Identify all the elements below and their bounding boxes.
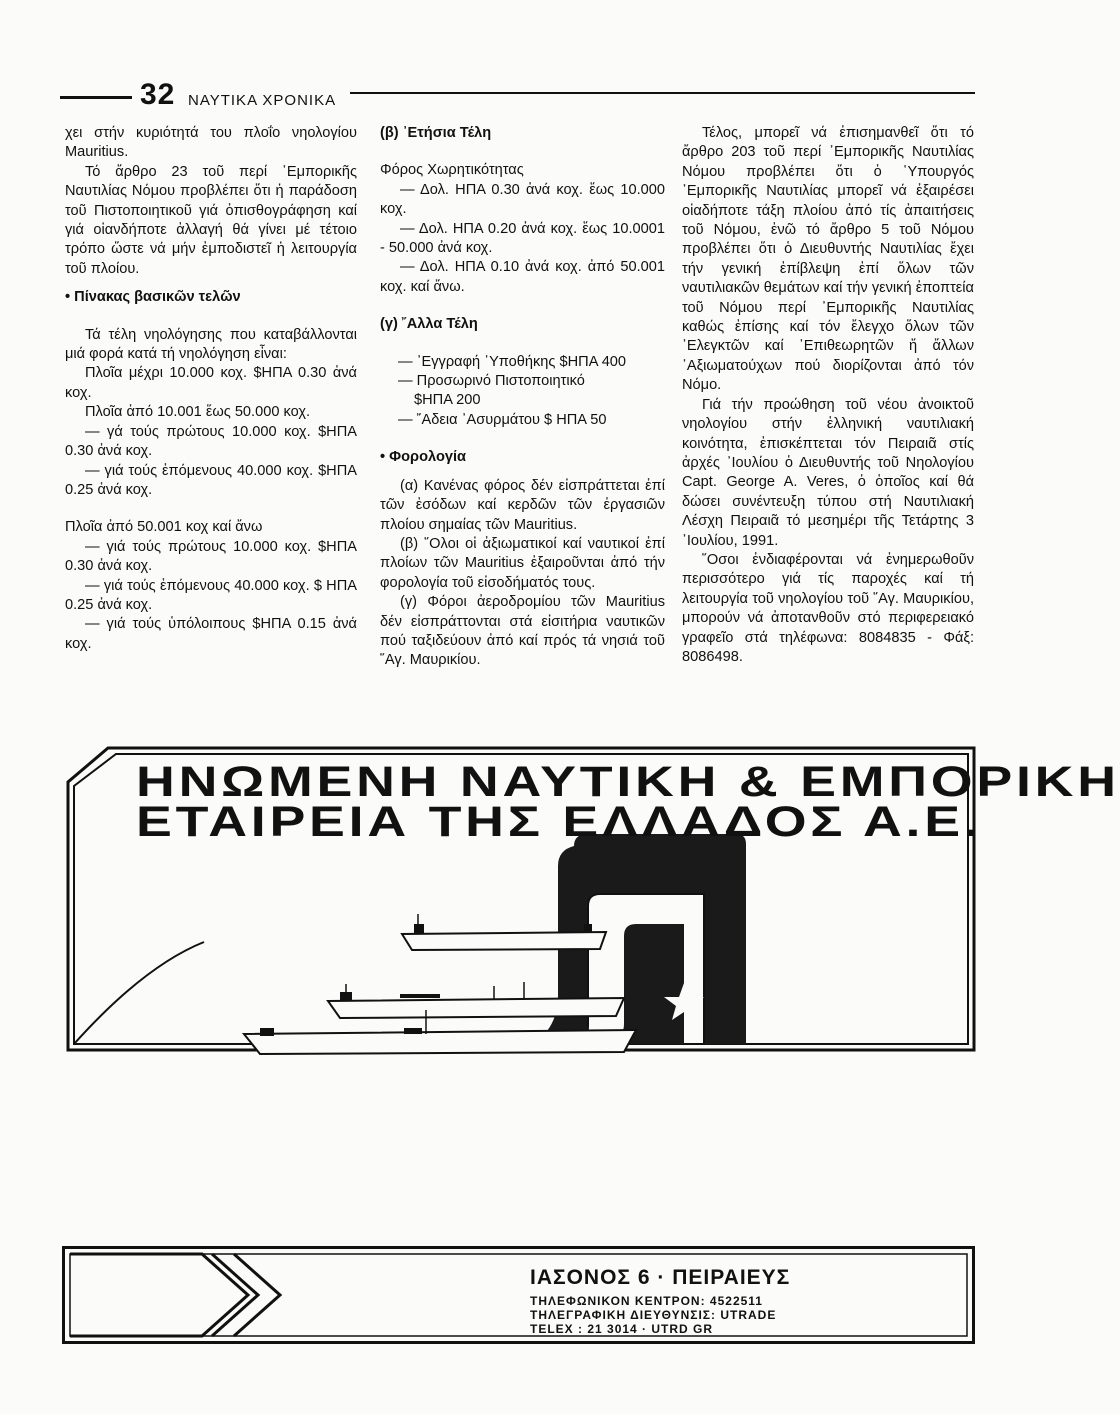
page-header	[60, 78, 975, 112]
list-item: — γιά τούς ἑπόμενους 40.000 κοχ. $ΗΠΑ 0.25 ἀνά κοχ.	[65, 462, 357, 498]
column-1	[65, 124, 357, 654]
paragraph: Τό ἄρθρο 23 τοῦ περί ῾Εμπορικῆς Ναυτιλίας Νόμου προβλέπει ὅτι ἡ παράδοση τοῦ Πιστοποιητικοῦ γιά ὀπισθογράφηση καί γιά οἱανδήποτε ἀλλαγή θά γίνει μέ τέτοιο τρόπο ὥστε νά μήν ἐμποδιστεῖ ἡ λειτουργία τοῦ πλοίου.	[65, 163, 357, 277]
paragraph: ῞Οσοι ἐνδιαφέρονται νά ἐνημερωθοῦν περισσότερο γιά τίς παροχές καί τή λειτουργία τοῦ νηολογίου τοῦ ῞Αγ. Μαυρικίου, μπορούν νά ἀποτανθοῦν στό περιφερειακό γραφεῖο στά τηλέφωνα: 8084835 - Φάξ: 8086498.	[682, 551, 974, 665]
telex-line: TELEX : 21 3014 · UTRD GR	[530, 1322, 714, 1336]
column-2	[380, 124, 665, 671]
address-box-frame	[62, 1246, 975, 1344]
list-item: — γιά τούς ὑπόλοιπους $ΗΠΑ 0.15 ἀνά κοχ.	[65, 616, 357, 652]
column-3	[682, 124, 974, 667]
paragraph: Τέλος, μπορεῖ νά ἐπισημανθεῖ ὅτι τό ἄρθρο 203 τοῦ περί ᾽Εμπορικῆς Ναυτιλίας Νόμου προβλέπει ὅτι ὁ ῾Υπουργός ᾽Εμπορικῆς Ναυτιλίας μπορεῖ νά ἐξαιρέσει οἱαδήποτε τάξη πλοίου ἀπό τίς ἀπαιτήσεις τοῦ Νόμου, ἐνῶ τό ἄρθρο 5 τοῦ Νόμου προβλέπει ὅτι ὁ Διευθυντής Ναυτιλίας ἔχει τήν γενική ἐπίβλεψη ἐπί ὅλων τῶν ναυτιλιακῶν θεμάτων καί τήν γενική ἐποπτεία τοῦ Νόμου περί ᾽Εμπορικῆς Ναυτιλίας καθώς ἐπίσης καί τόν ἔλεγχο ὅλων τῶν ᾽Ελεγκτῶν καί ᾽Επιθεωρητῶν ἤ ἄλλων ᾽Αξιωματούχων πού διορίζονται ἀπό τόν Νόμο.	[682, 125, 974, 394]
list-item: — γά τούς πρώτους 10.000 κοχ. $ΗΠΑ 0.30 ἀνά κοχ.	[65, 423, 357, 460]
section-heading: (β) ᾽Ετήσια Τέλη	[380, 125, 492, 141]
paragraph: (α) Κανένας φόρος δέν εἰσπράττεται ἐπί τῶν ἐσόδων καί κερδῶν τῶν ἐργασιῶν πλοίου σημαίας τῶν Mauritius.	[380, 477, 665, 533]
paragraph: (γ) Φόροι ἀεροδρομίου τῶν Mauritius δέν εἰσπράττονται στά εἰσιτήρια ναυτικῶν πού ταξιδεύουν ἀπό καί πρός τά νησιά τοῦ ῞Αγ. Μαυρικίου.	[380, 594, 665, 669]
paragraph: Γιά τήν προώθηση τοῦ νέου ἀνοικτοῦ νηολογίου στήν ἑλληνική ναυτιλιακή κοινότητα, ἐπισκέπτεται τόν Πειραιᾶ στίς ἀρχές ᾽Ιουλίου ὁ Διευθυντής τοῦ Νηολογίου Capt. George A. Veres, ὁ ὁποῖος καί θά δώσει συνέντευξη τύπου στή Ναυτιλιακή Λέσχη Πειραιᾶ τό μεσημέρι τῆς Τετάρτης 3 ᾽Ιουλίου, 1991.	[682, 396, 974, 549]
header-rule-left	[60, 96, 132, 99]
list-item: Πλοῖα ἀπό 10.001 ἕως 50.000 κοχ.	[85, 404, 311, 421]
list-item: — Προσωρινό Πιστοποιητικό	[398, 373, 585, 390]
list-item: — Δολ. ΗΠΑ 0.30 ἀνά κοχ. ἕως 10.000 κοχ.	[380, 181, 665, 218]
paragraph: (β) ῞Ολοι οἱ ἀξιωματικοί καί ναυτικοί ἐπί πλοίων τῶν Mauritius ἐξαιροῦνται ἀπό τήν φορολογία τοῦ εἰσοδήματός τους.	[380, 535, 665, 591]
list-item: — Δολ. ΗΠΑ 0.10 ἀνά κοχ. ἀπό 50.001 κοχ. καί ἄνω.	[380, 259, 665, 295]
company-name-line-2: ΕΤΑΙΡΕΙΑ ΤΗΣ ΕΛΛΑΔΟΣ Α.Ε.	[136, 798, 983, 846]
company-name-line-1: ΗΝΩΜΕΝΗ ΝΑΥΤΙΚΗ & ΕΜΠΟΡΙΚΗ	[136, 758, 1120, 806]
list-item: Πλοῖα μέχρι 10.000 κοχ. $ΗΠΑ 0.30 ἀνά κοχ.	[65, 365, 357, 401]
list-item: — γιά τούς ἑπόμενους 40.000 κοχ. $ ΗΠΑ 0.25 ἀνά κοχ.	[65, 577, 357, 613]
subheading: Φόρος Χωρητικότητας	[380, 162, 524, 179]
list-item: — γιά τούς πρώτους 10.000 κοχ. $ΗΠΑ 0.30 ἀνά κοχ.	[65, 538, 357, 575]
section-heading: • Πίνακας βασικῶν τελῶν	[65, 289, 241, 306]
magazine-name: ΝΑΥΤΙΚΑ ΧΡΟΝΙΚΑ	[188, 92, 337, 109]
paragraph: χει στήν κυριότητά του πλοΐο νηολογίου Mauritius.	[65, 125, 357, 161]
list-item: — ᾽Εγγραφή ῾Υποθήκης $ΗΠΑ 400	[398, 353, 627, 370]
section-heading: (γ) ῎Αλλα Τέλη	[380, 316, 478, 333]
section-heading: • Φορολογία	[380, 449, 466, 466]
list-item: Πλοῖα ἀπό 50.001 κοχ καί ἄνω	[65, 519, 263, 536]
telegraph-line: ΤΗΛΕΓΡΑΦΙΚΗ ΔΙΕΥΘΥΝΣΙΣ: UTRADE	[530, 1308, 777, 1322]
list-item: — Δολ. ΗΠΑ 0.20 ἀνά κοχ. ἕως 10.0001 - 50.000 ἀνά κοχ.	[380, 220, 665, 257]
header-rule-right	[350, 92, 975, 94]
address-box	[62, 1246, 975, 1344]
list-item: — ῎Αδεια ᾽Ασυρμάτου $ ΗΠΑ 50	[398, 411, 607, 428]
advertisement	[64, 746, 1120, 1051]
paragraph: Τά τέλη νηολόγησης που καταβάλλονται μιά φορά κατά τή νηολόγηση εἶναι:	[65, 326, 357, 363]
page-number: 32	[140, 78, 176, 111]
company-address: ΙΑΣΟΝΟΣ 6 · ΠΕΙΡΑΙΕΥΣ	[530, 1266, 791, 1289]
phone-line: ΤΗΛΕΦΩΝΙΚΟΝ ΚΕΝΤΡΟΝ: 4522511	[530, 1294, 763, 1308]
list-item: $ΗΠΑ 200	[414, 392, 481, 409]
